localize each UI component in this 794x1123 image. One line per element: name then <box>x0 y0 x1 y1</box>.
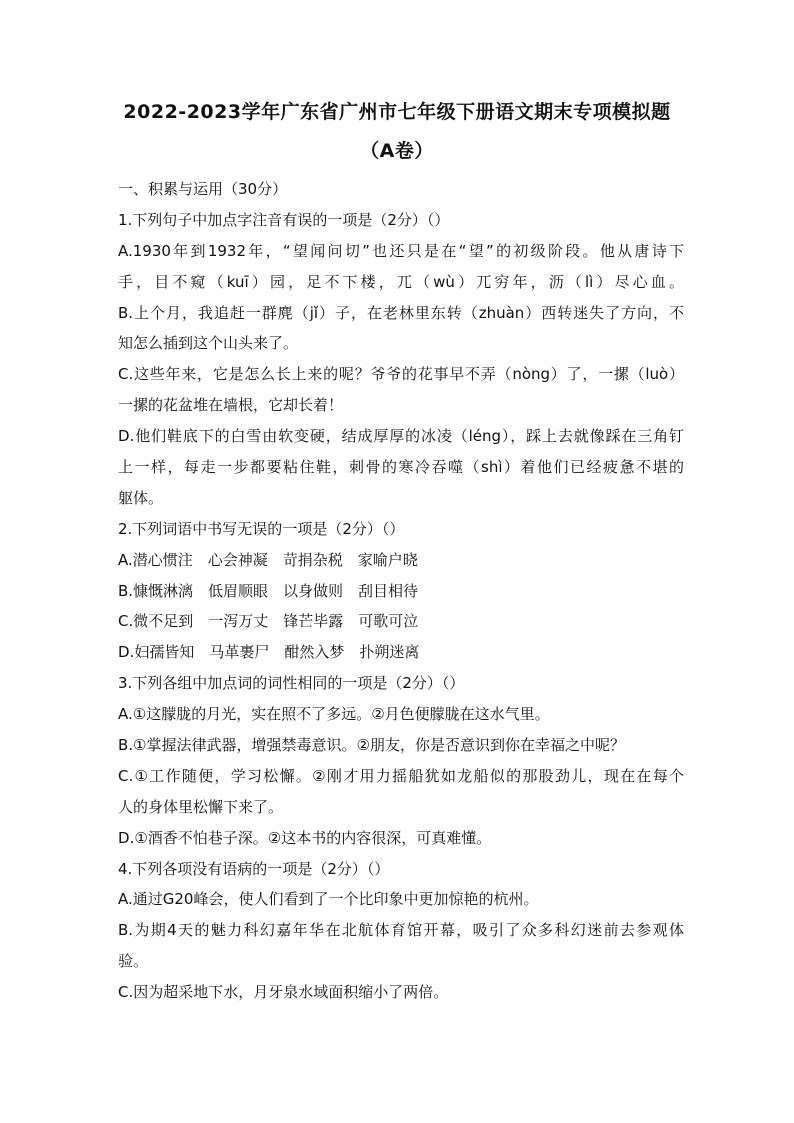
question-3-option-b: B.①掌握法律武器，增强禁毒意识。②朋友，你是否意识到你在幸福之中呢？ <box>118 736 625 755</box>
question-2-stem: 2.下列词语中书写无误的一项是（2分）（） <box>118 519 405 538</box>
question-4-option-b: B.为期4天的魅力科幻嘉年华在北航体育馆开幕，吸引了众多科幻迷前去参观体 <box>118 921 684 940</box>
question-1-option-d: D.他们鞋底下的白雪由软变硬，结成厚厚的冰凌（léng），踩上去就像踩在三角钉 <box>118 427 684 446</box>
question-3-option-a: A.①这朦胧的月光，实在照不了多远。②月色便朦胧在这水气里。 <box>118 705 550 724</box>
question-1-option-a-cont: 手，目不窥（kuī）园，足不下楼，兀（wù）兀穷年，沥（lì）尽心血。 <box>118 272 684 291</box>
question-1-option-b: B.上个月，我追赶一群麂（jǐ）子，在老林里东转（zhuàn）西转迷失了方向，不 <box>118 303 684 322</box>
question-1-option-a: A.1930年到1932年，“望闻问切”也还只是在“望”的初级阶段。他从唐诗下 <box>118 241 684 260</box>
question-3-stem: 3.下列各组中加点词的词性相同的一项是（2分）（） <box>118 674 465 693</box>
question-4-stem: 4.下列各项没有语病的一项是（2分）（） <box>118 859 390 878</box>
question-2-option-d: D.妇孺皆知 马革裹尸 酣然入梦 扑朔迷离 <box>118 643 420 662</box>
question-1-option-c-cont: 一摞的花盆堆在墙根，它却长着！ <box>118 396 344 415</box>
question-3-option-d: D.①酒香不怕巷子深。②这本书的内容很深，可真难懂。 <box>118 828 492 847</box>
question-2-option-b: B.慷慨淋漓 低眉顺眼 以身做则 刮目相待 <box>118 581 419 600</box>
document-title: 2022-2023学年广东省广州市七年级下册语文期末专项模拟题 <box>123 101 671 123</box>
document-body <box>118 174 684 1008</box>
question-1-option-d-cont2: 躯体。 <box>118 488 164 507</box>
section-heading: 一、积累与运用（30分） <box>118 180 288 198</box>
question-1-option-d-cont: 上一样，每走一步都要粘住鞋，刺骨的寒冷吞噬（shì）着他们已经疲惫不堪的 <box>118 458 684 477</box>
document-subtitle: （A卷） <box>360 140 434 162</box>
question-1-stem: 1.下列句子中加点字注音有误的一项是（2分）（） <box>118 210 450 229</box>
question-4-option-a: A.通过G20峰会，使人们看到了一个比印象中更加惊艳的杭州。 <box>118 890 539 909</box>
question-4-option-c: C.因为超采地下水，月牙泉水域面积缩小了两倍。 <box>118 983 449 1002</box>
question-1-option-b-cont: 知怎么插到这个山头来了。 <box>118 334 299 353</box>
question-2-option-a: A.潜心惯注 心会神凝 苛捐杂税 家喻户晓 <box>118 550 418 569</box>
question-4-option-b-cont: 验。 <box>118 952 149 971</box>
question-3-option-c: C.①工作随便，学习松懈。②刚才用力摇船犹如龙船似的那股劲儿，现在在每个 <box>118 766 684 785</box>
question-3-option-c-cont: 人的身体里松懈下来了。 <box>118 797 284 816</box>
question-2-option-c: C.微不足到 一泻万丈 锋芒毕露 可歌可泣 <box>118 612 419 631</box>
question-1-option-c: C.这些年来，它是怎么长上来的呢？爷爷的花事早不弄（nòng）了，一摞（luò） <box>118 365 684 384</box>
